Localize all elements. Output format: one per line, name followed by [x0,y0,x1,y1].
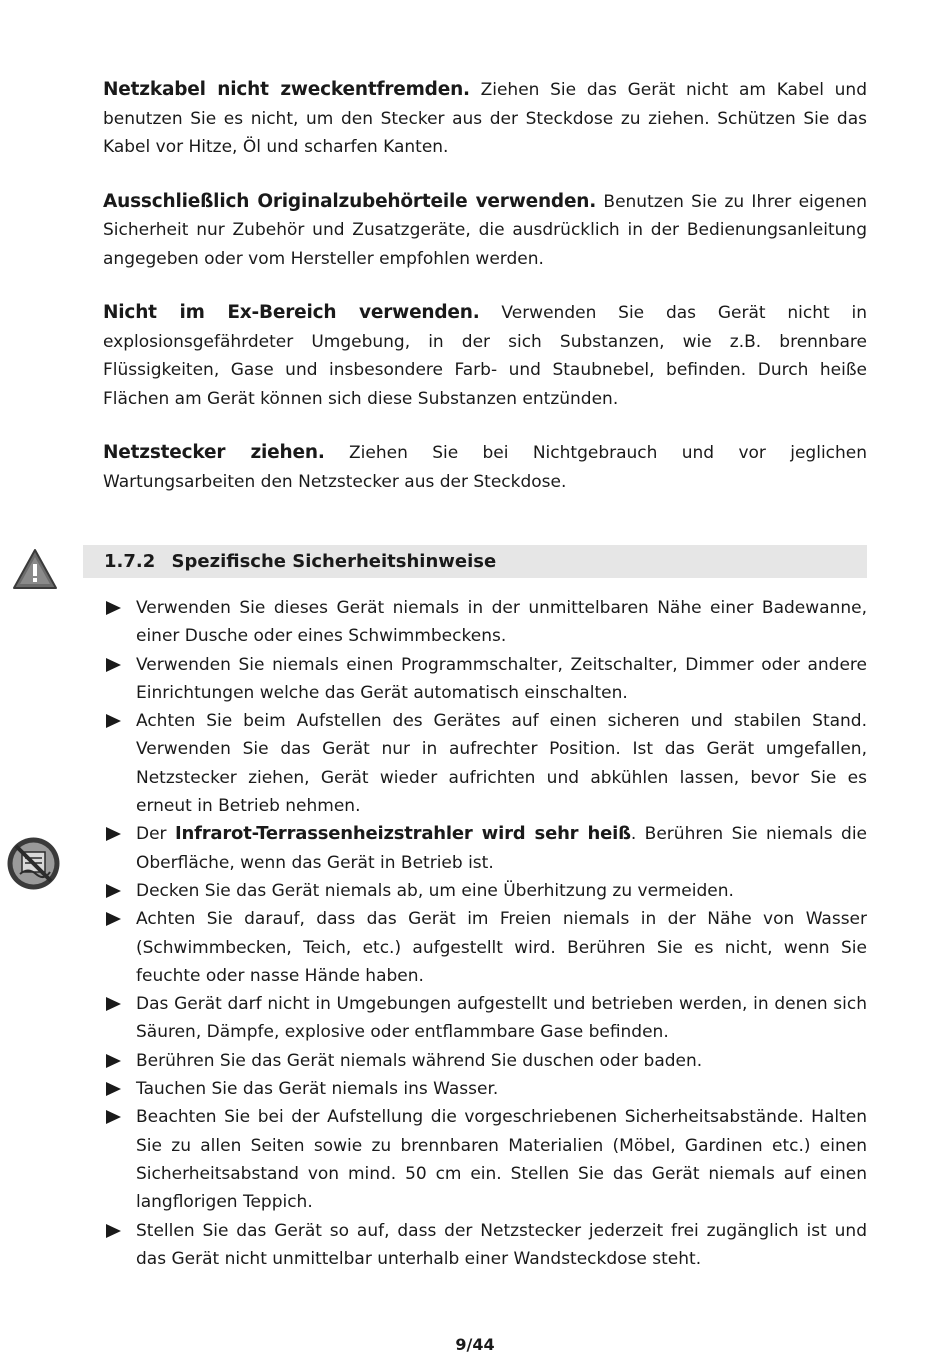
do-not-cover-icon [6,836,61,891]
paragraph-lead: Ausschließlich Originalzubehörteile verwenden. [103,190,597,212]
section-title: Spezifische Sicherheitshinweise [171,551,497,572]
list-item [103,905,867,990]
section-heading [83,545,867,578]
list-item-text: Verwenden Sie niemals einen Programmschalter, Zeitschalter, Dimmer oder andere Einrichtungen welche das Gerät automatisch einschalten. [136,654,867,703]
bullet-arrow-icon [106,658,121,672]
page-number: 9/44 [455,1335,495,1354]
bullet-arrow-icon [106,827,121,841]
list-item-text: Tauchen Sie das Gerät niemals ins Wasser. [136,1079,499,1100]
list-item-text: Verwenden Sie dieses Gerät niemals in der unmittelbaren Nähe einer Badewanne, einer Dusche oder eines Schwimmbeckens. [136,598,867,647]
list-item [103,1075,867,1103]
list-item [103,1103,867,1216]
bullet-arrow-icon [106,601,121,615]
bullet-arrow-icon [106,912,121,926]
bullet-arrow-icon [106,1224,121,1238]
bullet-arrow-icon [106,997,121,1011]
bullet-arrow-icon [106,884,121,898]
list-item [103,1217,867,1274]
safety-paragraphs [103,76,867,522]
warning-triangle-icon [12,548,58,590]
list-item [103,877,867,905]
paragraph-unplug [103,439,867,496]
list-item [103,1047,867,1075]
list-item-text-post: . Berühren Sie niemals die Oberfläche, wenn das Gerät in Betrieb ist. [136,824,867,873]
paragraph-text: Benutzen Sie zu Ihrer eigenen Sicherheit nur Zubehör und Zusatzgeräte, die ausdrücklich in der Bedienungsanleitung angegeben oder vom Hersteller empfohlen werden. [103,191,868,269]
paragraph-text: Ziehen Sie das Gerät nicht am Kabel und benutzen Sie es nicht, um den Stecker aus der Steckdose zu ziehen. Schützen Sie das Kabel vor Hitze, Öl und scharfen Kanten. [103,80,867,157]
safety-bullet-list [103,594,867,1273]
list-item [103,594,867,651]
list-item-text: Das Gerät darf nicht in Umgebungen aufgestellt und betrieben werden, in denen sich Säuren, Dämpfe, explosive oder entflammbare Gase befinden. [136,994,867,1043]
bullet-arrow-icon [106,1054,121,1068]
list-item-text: Achten Sie beim Aufstellen des Gerätes auf einen sicheren und stabilen Stand. Verwenden Sie das Gerät nur in aufrechter Position. Ist das Gerät umgefallen, Netzstecker ziehen, Gerät wieder aufrichten und abkühlen lassen, bevor Sie es erneut in Betrieb nehmen. [136,711,867,817]
paragraph-power-cord [103,76,867,162]
list-item [103,990,867,1047]
paragraph-lead: Nicht im Ex-Bereich verwenden. [103,302,480,323]
paragraph-lead: Netzstecker ziehen. [103,442,325,463]
list-item-text: Beachten Sie bei der Aufstellung die vorgeschriebenen Sicherheitsabstände. Halten Sie zu allen Seiten sowie zu brennbaren Materialien (Möbel, Gardinen etc.) einen Sicherheitsabstand von mind. 50 cm ein. Stellen Sie das Gerät niemals auf einen langflorigen Teppich. [136,1107,867,1213]
list-item-text-pre: Der [136,824,167,845]
paragraph-explosion-area [103,299,867,413]
bullet-arrow-icon [106,714,121,728]
paragraph-text: Verwenden Sie das Gerät nicht in explosionsgefährdeter Umgebung, in der sich Substanzen, wie z.B. brennbare Flüssigkeiten, Gase und insbesondere Farb- und Staubnebel, befinden. Durch heiße Flächen am Gerät können sich diese Substanzen entzünden. [103,303,867,409]
list-item-text: Stellen Sie das Gerät so auf, dass der Netzstecker jederzeit frei zugänglich ist und das Gerät nicht unmittelbar unterhalb einer Wandsteckdose steht. [136,1220,867,1269]
bullet-arrow-icon [106,1082,121,1096]
paragraph-lead: Netzkabel nicht zweckentfremden. [103,79,470,100]
list-item-text: Berühren Sie das Gerät niemals während Sie duschen oder baden. [136,1050,703,1071]
paragraph-original-accessories [103,188,867,274]
list-item-emphasis: Infrarot-Terrassenheizstrahler wird sehr heiß [175,823,631,845]
list-item [103,707,867,820]
section-number: 1.7.2 [104,551,156,572]
list-item [103,820,867,877]
paragraph-text: Ziehen Sie bei Nichtgebrauch und vor jeglichen Wartungsarbeiten den Netzstecker aus der Steckdose. [103,443,868,492]
list-item-text: Decken Sie das Gerät niemals ab, um eine Überhitzung zu vermeiden. [136,880,734,901]
bullet-arrow-icon [106,1110,121,1124]
list-item-text: Achten Sie darauf, dass das Gerät im Freien niemals in der Nähe von Wasser (Schwimmbecken, Teich, etc.) aufgestellt wird. Berühren Sie es nicht, wenn Sie feuchte oder nasse Hände haben. [136,909,867,986]
list-item [103,651,867,708]
